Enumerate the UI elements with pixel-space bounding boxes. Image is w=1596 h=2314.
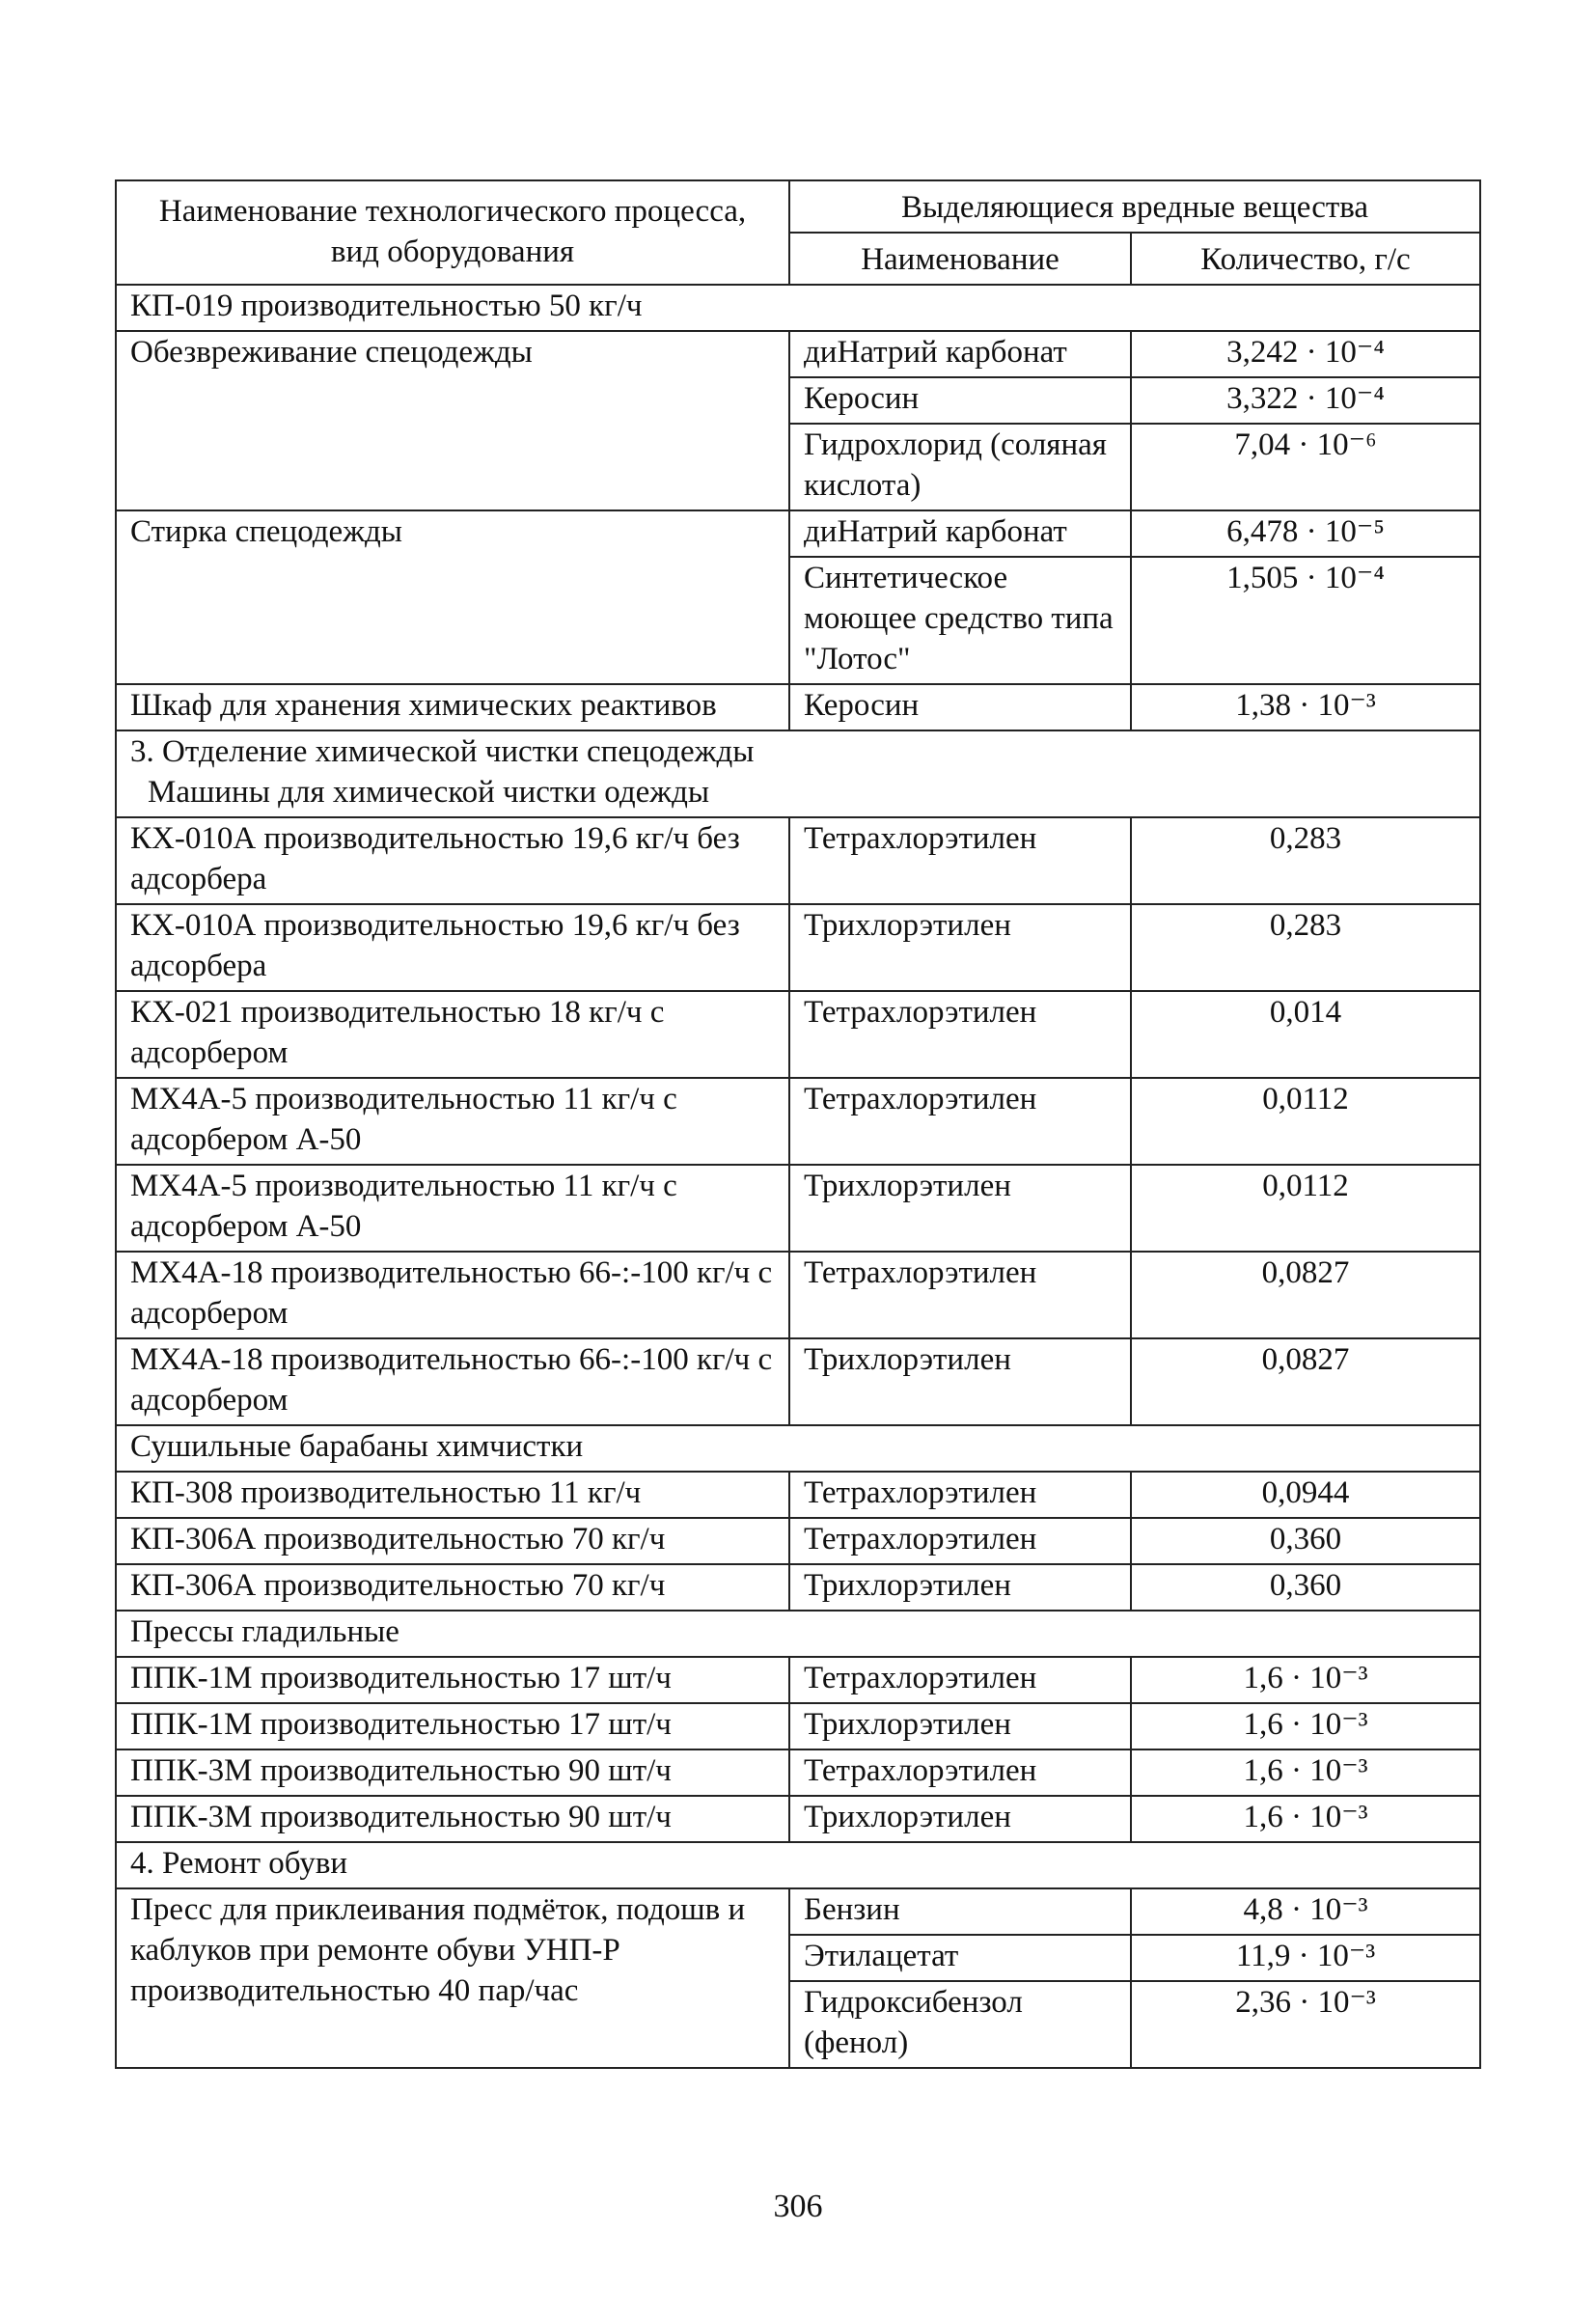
amount-cell: 0,283 [1131,904,1480,991]
amount-cell: 0,360 [1131,1564,1480,1611]
table-row [116,904,1480,991]
table-row [116,1078,1480,1165]
section-cell [116,1842,1480,1888]
amount-cell: 6,478 · 10⁻⁵ [1131,510,1480,557]
substance-name-cell: Трихлорэтилен [789,1703,1131,1749]
process-cell: Стирка спецодежды [116,510,789,684]
table-body [116,180,1480,2068]
section-title: Прессы гладильные [130,1614,399,1649]
section-row [116,1425,1480,1472]
process-cell: Обезвреживание спецодежды [116,331,789,510]
amount-cell: 1,6 · 10⁻³ [1131,1749,1480,1796]
header-process: Наименование технологического процесса, вид оборудования [116,180,789,285]
emissions-table [115,179,1481,2069]
substance-name-cell: Тетрахлорэтилен [789,1518,1131,1564]
table-row [116,684,1480,730]
substance-name-cell: Тетрахлорэтилен [789,1252,1131,1338]
section-subtitle: Машины для химической чистки одежды [148,775,710,810]
amount-cell: 0,0944 [1131,1472,1480,1518]
substance-name-cell: Трихлорэтилен [789,1564,1131,1611]
header-row [116,180,1480,233]
table-row [116,331,1480,377]
section-title: КП-019 производительностью 50 кг/ч [130,289,643,323]
table-row [116,1518,1480,1564]
page-number: 306 [773,2189,823,2224]
process-cell: ППК-3М производительностью 90 шт/ч [116,1796,789,1842]
table-row [116,510,1480,557]
section-row [116,1611,1480,1657]
substance-name-cell: Синтетическое моющее средство типа "Лотос" [789,557,1131,684]
substance-name-cell: Этилацетат [789,1935,1131,1981]
table-row [116,1796,1480,1842]
process-cell: КХ-010А производительностью 19,6 кг/ч без адсорбера [116,904,789,991]
process-cell: ППК-1М производительностью 17 шт/ч [116,1657,789,1703]
substance-name-cell: Трихлорэтилен [789,1796,1131,1842]
section-cell [116,1425,1480,1472]
substance-name-cell: Трихлорэтилен [789,1338,1131,1425]
substance-name-cell: Трихлорэтилен [789,904,1131,991]
header-substance-name: Наименование [789,233,1131,285]
amount-cell: 0,0112 [1131,1078,1480,1165]
amount-cell: 3,242 · 10⁻⁴ [1131,331,1480,377]
substance-name-cell: Гидроксибензол (фенол) [789,1981,1131,2068]
process-cell: Шкаф для хранения химических реактивов [116,684,789,730]
amount-cell: 11,9 · 10⁻³ [1131,1935,1480,1981]
process-cell: КП-306А производительностью 70 кг/ч [116,1564,789,1611]
process-cell: МХ4А-18 производительностью 66-:-100 кг/ч с адсорбером [116,1338,789,1425]
table-row [116,1252,1480,1338]
section-row [116,285,1480,331]
amount-cell: 1,6 · 10⁻³ [1131,1703,1480,1749]
amount-cell: 2,36 · 10⁻³ [1131,1981,1480,2068]
amount-cell: 3,322 · 10⁻⁴ [1131,377,1480,424]
table-row [116,1472,1480,1518]
section-row [116,730,1480,817]
substance-name-cell: Тетрахлорэтилен [789,1472,1131,1518]
process-cell: КП-308 производительностью 11 кг/ч [116,1472,789,1518]
section-title: Сушильные барабаны химчистки [130,1429,584,1464]
process-cell: ППК-1М производительностью 17 шт/ч [116,1703,789,1749]
process-cell: КП-306А производительностью 70 кг/ч [116,1518,789,1564]
header-amount: Количество, г/с [1131,233,1480,285]
table-row [116,1749,1480,1796]
substance-name-cell: Бензин [789,1888,1131,1935]
amount-cell: 0,0112 [1131,1165,1480,1252]
amount-cell: 0,283 [1131,817,1480,904]
process-cell: МХ4А-5 производительностью 11 кг/ч с адсорбером А-50 [116,1078,789,1165]
amount-cell: 0,0827 [1131,1252,1480,1338]
table-row [116,1703,1480,1749]
amount-cell: 7,04 · 10⁻⁶ [1131,424,1480,510]
substance-name-cell: диНатрий карбонат [789,510,1131,557]
process-cell: МХ4А-18 производительностью 66-:-100 кг/ч с адсорбером [116,1252,789,1338]
table-row [116,1657,1480,1703]
table-row [116,991,1480,1078]
section-title: 4. Ремонт обуви [130,1846,348,1881]
amount-cell: 1,38 · 10⁻³ [1131,684,1480,730]
header-substances: Выделяющиеся вредные вещества [789,180,1480,233]
section-row [116,1842,1480,1888]
substance-name-cell: Тетрахлорэтилен [789,1749,1131,1796]
section-cell [116,285,1480,331]
table-row [116,817,1480,904]
amount-cell: 1,505 · 10⁻⁴ [1131,557,1480,684]
substance-name-cell: Тетрахлорэтилен [789,1078,1131,1165]
table-row [116,1564,1480,1611]
substance-name-cell: Трихлорэтилен [789,1165,1131,1252]
amount-cell: 0,014 [1131,991,1480,1078]
amount-cell: 0,0827 [1131,1338,1480,1425]
process-cell: Пресс для приклеивания подмёток, подошв и каблуков при ремонте обуви УНП-Р производительностью 40 пар/час [116,1888,789,2068]
substance-name-cell: Тетрахлорэтилен [789,991,1131,1078]
process-cell: ППК-3М производительностью 90 шт/ч [116,1749,789,1796]
table-row [116,1888,1480,1935]
amount-cell: 0,360 [1131,1518,1480,1564]
section-cell [116,730,1480,817]
amount-cell: 1,6 · 10⁻³ [1131,1796,1480,1842]
substance-name-cell: Керосин [789,684,1131,730]
amount-cell: 1,6 · 10⁻³ [1131,1657,1480,1703]
section-title: 3. Отделение химической чистки спецодежды [130,734,755,769]
substance-name-cell: Тетрахлорэтилен [789,1657,1131,1703]
section-cell [116,1611,1480,1657]
table-row [116,1338,1480,1425]
process-cell: КХ-021 производительностью 18 кг/ч с адсорбером [116,991,789,1078]
table-row [116,1165,1480,1252]
process-cell: КХ-010А производительностью 19,6 кг/ч без адсорбера [116,817,789,904]
substance-name-cell: Гидрохлорид (соляная кислота) [789,424,1131,510]
process-cell: МХ4А-5 производительностью 11 кг/ч с адсорбером А-50 [116,1165,789,1252]
substance-name-cell: Тетрахлорэтилен [789,817,1131,904]
substance-name-cell: Керосин [789,377,1131,424]
amount-cell: 4,8 · 10⁻³ [1131,1888,1480,1935]
substance-name-cell: диНатрий карбонат [789,331,1131,377]
